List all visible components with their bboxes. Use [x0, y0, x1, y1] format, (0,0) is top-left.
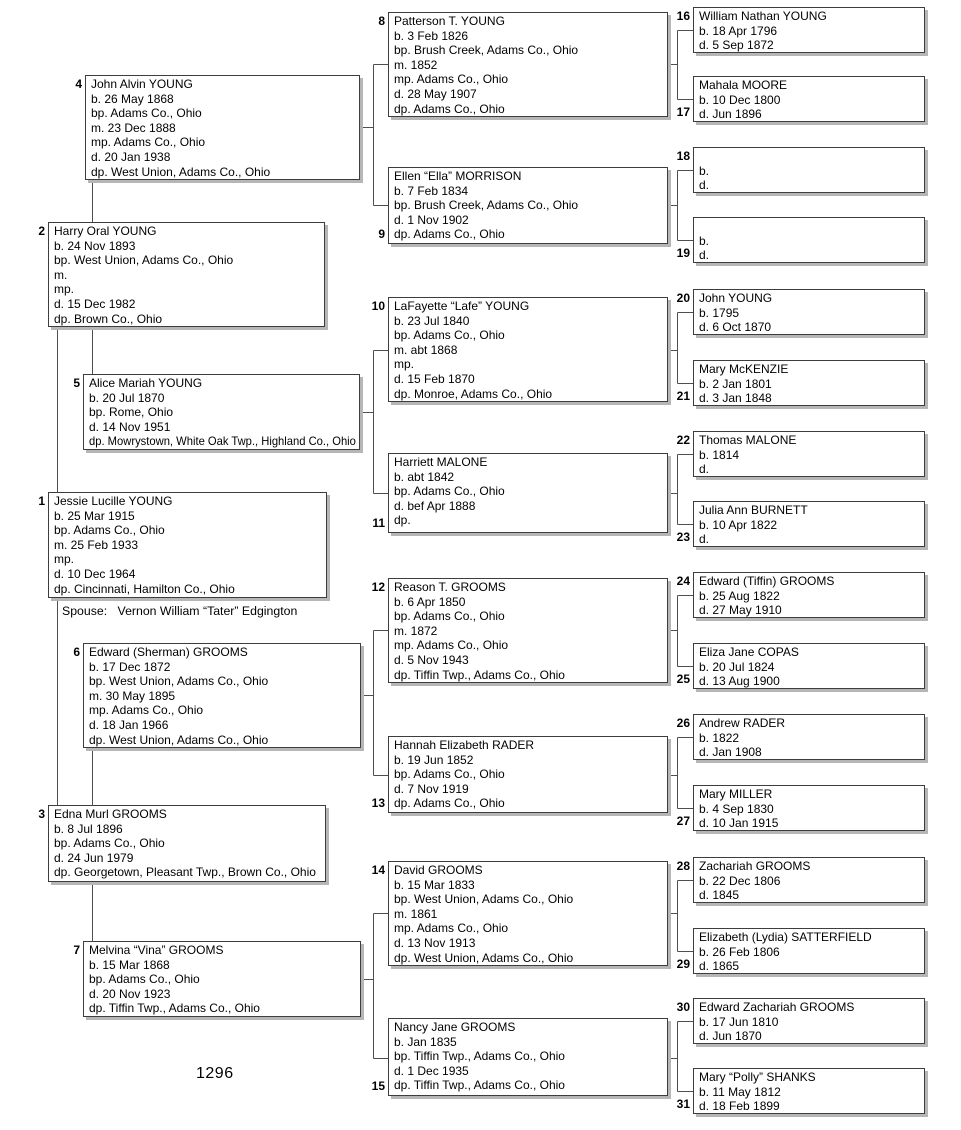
person-name: John Alvin YOUNG — [91, 77, 193, 91]
person-detail-line: dp. West Union, Adams Co., Ohio — [91, 164, 271, 179]
person-detail-line: d. 10 Jan 1915 — [699, 816, 779, 831]
person-number: 2 — [38, 224, 45, 238]
person-detail-line: dp. West Union, Adams Co., Ohio — [394, 950, 574, 965]
person-detail-line: dp. Monroe, Adams Co., Ohio — [394, 386, 553, 401]
person-details — [699, 306, 921, 335]
person-details — [394, 29, 664, 117]
person-detail-line: d. 14 Nov 1951 — [89, 419, 171, 434]
person-number: 11 — [372, 516, 385, 531]
person-name: Zachariah GROOMS — [699, 859, 811, 873]
person-detail-line: d. 28 May 1907 — [394, 86, 477, 101]
person-detail-line: b. 20 Jul 1870 — [89, 390, 165, 405]
person-details — [89, 391, 356, 449]
person-detail-line: b. 20 Jul 1824 — [699, 659, 775, 674]
person-box-2 — [38, 222, 325, 327]
spouse-note — [62, 604, 297, 618]
person-box-1 — [38, 492, 327, 598]
person-details — [91, 92, 356, 180]
person-name: Jessie Lucille YOUNG — [54, 494, 173, 508]
person-box-10 — [371, 297, 668, 402]
person-detail-line: d. — [699, 532, 710, 547]
person-name: John YOUNG — [699, 291, 773, 305]
person-detail-line: b. 4 Sep 1830 — [699, 801, 774, 816]
person-box-6 — [73, 643, 361, 748]
person-details — [699, 731, 921, 760]
person-details — [89, 660, 357, 748]
person-name — [699, 149, 921, 164]
person-detail-line: d. — [699, 462, 710, 477]
person-detail-line: dp. Tiffin Twp., Adams Co., Ohio — [394, 1078, 565, 1093]
person-detail-line: bp. West Union, Adams Co., Ohio — [89, 674, 269, 689]
person-details — [394, 184, 664, 242]
person-name: Reason T. GROOMS — [394, 580, 506, 594]
person-detail-line: b. 26 Feb 1806 — [699, 944, 780, 959]
person-name — [699, 219, 921, 234]
person-detail-line: b. 8 Jul 1896 — [54, 821, 123, 836]
person-detail-line: bp. Adams Co., Ohio — [394, 609, 505, 624]
person-detail-line: mp. Adams Co., Ohio — [394, 72, 509, 87]
person-detail-line: b. 15 Mar 1833 — [394, 877, 475, 892]
person-detail-line: bp. Adams Co., Ohio — [394, 328, 505, 343]
person-number: 25 — [676, 672, 690, 687]
person-detail-line: dp. Tiffin Twp., Adams Co., Ohio — [394, 667, 565, 682]
person-box-25 — [676, 643, 925, 689]
person-detail-line: m. 30 May 1895 — [89, 688, 176, 703]
person-details — [699, 164, 921, 193]
person-detail-line: dp. Mowrystown, White Oak Twp., Highland Co., Ohio — [89, 434, 356, 449]
person-detail-line: mp. — [54, 552, 75, 567]
person-name: Hannah Elizabeth RADER — [394, 738, 535, 752]
person-box-11 — [372, 453, 668, 533]
person-name: David GROOMS — [394, 863, 483, 877]
person-box-21 — [676, 360, 925, 406]
person-details — [699, 234, 921, 263]
person-detail-line: mp. — [394, 357, 415, 372]
person-detail-line: b. 7 Feb 1834 — [394, 183, 469, 198]
person-detail-line: m. 1852 — [394, 57, 438, 72]
person-box-24 — [676, 572, 925, 618]
person-detail-line: d. 3 Jan 1848 — [699, 391, 772, 406]
person-detail-line: b. 10 Dec 1800 — [699, 92, 781, 107]
person-box-7 — [73, 941, 361, 1017]
person-details — [394, 1035, 664, 1093]
person-number: 16 — [676, 9, 690, 23]
person-details — [699, 377, 921, 406]
person-detail-line: mp. — [54, 282, 75, 297]
person-detail-line: d. 1 Nov 1902 — [394, 212, 469, 227]
person-detail-line: m. 23 Dec 1888 — [91, 120, 176, 135]
person-box-16 — [676, 7, 925, 53]
person-detail-line: b. Jan 1835 — [394, 1034, 457, 1049]
person-box-8 — [378, 12, 668, 117]
person-box-22 — [676, 431, 925, 477]
person-detail-line: dp. Adams Co., Ohio — [394, 101, 505, 116]
person-number: 23 — [676, 530, 690, 545]
person-details — [394, 753, 664, 811]
person-details — [54, 822, 322, 880]
person-detail-line: d. Jun 1896 — [699, 107, 762, 122]
person-detail-line: mp. Adams Co., Ohio — [89, 703, 204, 718]
person-detail-line: d. 6 Oct 1870 — [699, 320, 772, 335]
person-detail-line: m. 25 Feb 1933 — [54, 537, 139, 552]
person-number: 21 — [676, 389, 690, 404]
person-box-19 — [676, 217, 925, 263]
person-detail-line: m. — [54, 267, 68, 282]
person-number: 14 — [371, 863, 385, 877]
person-name: Edward (Tiffin) GROOMS — [699, 574, 835, 588]
person-number: 17 — [676, 105, 690, 120]
person-detail-line: d. 13 Aug 1900 — [699, 674, 780, 689]
person-number: 30 — [676, 1000, 690, 1014]
person-name: Andrew RADER — [699, 716, 786, 730]
person-detail-line: bp. Adams Co., Ohio — [54, 523, 165, 538]
person-box-31 — [676, 1068, 925, 1114]
person-detail-line: b. 1795 — [699, 305, 740, 320]
person-number: 4 — [75, 77, 82, 91]
person-detail-line: d. — [699, 178, 710, 193]
person-detail-line: bp. Brush Creek, Adams Co., Ohio — [394, 198, 579, 213]
person-detail-line: d. 13 Nov 1913 — [394, 935, 476, 950]
person-detail-line: b. 2 Jan 1801 — [699, 376, 772, 391]
person-detail-line: bp. Adams Co., Ohio — [394, 767, 505, 782]
person-box-17 — [676, 76, 925, 122]
person-detail-line: m. abt 1868 — [394, 342, 458, 357]
person-name: LaFayette “Lafe” YOUNG — [394, 299, 530, 313]
person-detail-line: dp. Adams Co., Ohio — [394, 227, 505, 242]
person-details — [699, 1015, 921, 1044]
person-name: Thomas MALONE — [699, 433, 797, 447]
person-detail-line: bp. Tiffin Twp., Adams Co., Ohio — [394, 1049, 565, 1064]
person-details — [699, 802, 921, 831]
person-detail-line: b. 6 Apr 1850 — [394, 594, 466, 609]
connector-brackets-gen4 — [361, 65, 389, 1059]
person-detail-line: d. 24 Jun 1979 — [54, 850, 134, 865]
person-details — [394, 470, 664, 528]
person-detail-line: d. Jan 1908 — [699, 745, 762, 760]
person-detail-line: d. 20 Jan 1938 — [91, 149, 171, 164]
person-box-20 — [676, 289, 925, 335]
person-box-5 — [73, 374, 360, 450]
person-detail-line: m. 1861 — [394, 906, 438, 921]
person-box-26 — [676, 714, 925, 760]
person-box-18 — [676, 147, 925, 193]
person-detail-line: b. 1822 — [699, 730, 740, 745]
person-box-3 — [38, 805, 326, 882]
person-detail-line: b. 11 May 1812 — [699, 1084, 781, 1099]
person-detail-line: b. 17 Dec 1872 — [89, 659, 171, 674]
person-details — [394, 595, 664, 683]
person-detail-line: b. — [699, 233, 710, 248]
person-name: Edward Zachariah GROOMS — [699, 1000, 855, 1014]
person-details — [89, 958, 357, 1016]
person-detail-line: mp. Adams Co., Ohio — [394, 638, 509, 653]
person-detail-line: b. 15 Mar 1868 — [89, 957, 170, 972]
person-number: 26 — [676, 716, 690, 730]
person-name: Mary McKENZIE — [699, 362, 789, 376]
person-number: 9 — [378, 227, 385, 242]
person-number: 22 — [676, 433, 690, 447]
person-box-14 — [371, 861, 668, 966]
person-number: 27 — [676, 814, 690, 829]
person-details — [394, 878, 664, 966]
person-name: Edna Murl GROOMS — [54, 807, 167, 821]
person-name: Melvina “Vina” GROOMS — [89, 943, 224, 957]
person-number: 3 — [38, 807, 45, 821]
person-detail-line: bp. West Union, Adams Co., Ohio — [394, 892, 574, 907]
person-detail-line: dp. Brown Co., Ohio — [54, 311, 163, 326]
person-detail-line: b. — [699, 163, 710, 178]
person-detail-line: b. 3 Feb 1826 — [394, 28, 469, 43]
person-detail-line: mp. Adams Co., Ohio — [394, 921, 509, 936]
person-number: 31 — [676, 1097, 690, 1112]
person-box-29 — [676, 928, 925, 974]
person-name: Mahala MOORE — [699, 78, 788, 92]
person-detail-line: mp. Adams Co., Ohio — [91, 135, 206, 150]
person-number: 6 — [73, 645, 80, 659]
person-details — [699, 1085, 921, 1114]
person-detail-line: dp. Tiffin Twp., Adams Co., Ohio — [89, 1001, 260, 1016]
person-detail-line: b. 18 Apr 1796 — [699, 23, 778, 38]
person-box-13 — [371, 736, 668, 813]
person-name: Mary MILLER — [699, 787, 773, 801]
person-detail-line: d. — [699, 248, 710, 263]
person-number: 12 — [371, 580, 385, 594]
person-name: Julia Ann BURNETT — [699, 503, 808, 517]
person-detail-line: bp. Adams Co., Ohio — [89, 972, 200, 987]
person-name: Eliza Jane COPAS — [699, 645, 799, 659]
person-name: Edward (Sherman) GROOMS — [89, 645, 248, 659]
person-detail-line: d. 5 Sep 1872 — [699, 38, 774, 53]
person-details — [54, 509, 323, 597]
person-number: 7 — [73, 943, 80, 957]
person-number: 19 — [676, 246, 690, 261]
person-detail-line: d. 10 Dec 1964 — [54, 566, 136, 581]
person-name: William Nathan YOUNG — [699, 9, 827, 23]
person-detail-line: b. 1814 — [699, 447, 740, 462]
person-details — [699, 518, 921, 547]
person-detail-line: d. Jun 1870 — [699, 1029, 762, 1044]
person-detail-line: b. abt 1842 — [394, 469, 455, 484]
person-box-27 — [676, 785, 925, 831]
person-name: Harriett MALONE — [394, 455, 488, 469]
person-detail-line: d. bef Apr 1888 — [394, 498, 476, 513]
person-name: Mary “Polly” SHANKS — [699, 1070, 816, 1084]
person-details — [394, 314, 664, 402]
person-detail-line: d. 15 Feb 1870 — [394, 371, 475, 386]
page-number: 1296 — [196, 1065, 234, 1082]
person-number: 13 — [371, 796, 385, 811]
person-name: Patterson T. YOUNG — [394, 14, 505, 28]
person-box-4 — [75, 75, 360, 180]
person-box-9 — [378, 167, 668, 244]
person-number: 20 — [676, 291, 690, 305]
person-number: 8 — [378, 14, 385, 28]
person-detail-line: d. 1845 — [699, 888, 740, 903]
person-details — [699, 874, 921, 903]
person-name: Elizabeth (Lydia) SATTERFIELD — [699, 930, 872, 944]
person-detail-line: d. 15 Dec 1982 — [54, 296, 136, 311]
person-name: Ellen “Ella” MORRISON — [394, 169, 522, 183]
person-detail-line: bp. West Union, Adams Co., Ohio — [54, 253, 234, 268]
person-detail-line: d. 18 Feb 1899 — [699, 1099, 780, 1114]
person-detail-line: b. 25 Aug 1822 — [699, 588, 780, 603]
person-detail-line: dp. — [394, 513, 411, 528]
person-detail-line: b. 10 Apr 1822 — [699, 517, 778, 532]
person-detail-line: b. 22 Dec 1806 — [699, 873, 781, 888]
person-detail-line: dp. Georgetown, Pleasant Twp., Brown Co., Ohio — [54, 865, 316, 880]
person-number: 24 — [676, 574, 690, 588]
spouse-label: Spouse: — [62, 604, 108, 618]
person-number: 10 — [371, 299, 385, 313]
person-detail-line: b. 19 Jun 1852 — [394, 752, 474, 767]
person-name: Nancy Jane GROOMS — [394, 1020, 516, 1034]
person-detail-line: b. 24 Nov 1893 — [54, 238, 136, 253]
person-detail-line: d. 18 Jan 1966 — [89, 717, 169, 732]
person-number: 5 — [73, 376, 80, 390]
connector-brackets-gen5 — [669, 31, 694, 1092]
person-details — [699, 93, 921, 122]
person-detail-line: b. 25 Mar 1915 — [54, 508, 135, 523]
person-name: Alice Mariah YOUNG — [89, 376, 203, 390]
person-detail-line: d. 7 Nov 1919 — [394, 781, 469, 796]
person-number: 1 — [38, 494, 45, 508]
person-details — [54, 239, 321, 327]
person-detail-line: m. 1872 — [394, 623, 438, 638]
person-detail-line: d. 5 Nov 1943 — [394, 652, 469, 667]
person-detail-line: bp. Adams Co., Ohio — [394, 484, 505, 499]
person-detail-line: d. 20 Nov 1923 — [89, 986, 171, 1001]
person-number: 29 — [676, 957, 690, 972]
person-number: 28 — [676, 859, 690, 873]
person-box-23 — [676, 501, 925, 547]
person-box-28 — [676, 857, 925, 903]
person-detail-line: bp. Brush Creek, Adams Co., Ohio — [394, 43, 579, 58]
person-detail-line: b. 26 May 1868 — [91, 91, 174, 106]
person-box-30 — [676, 998, 925, 1044]
person-detail-line: bp. Adams Co., Ohio — [54, 836, 165, 851]
person-details — [699, 448, 921, 477]
person-name: Harry Oral YOUNG — [54, 224, 157, 238]
person-number: 15 — [371, 1079, 385, 1094]
person-number: 18 — [676, 149, 690, 163]
spouse-name: Vernon William “Tater” Edgington — [117, 604, 298, 618]
person-detail-line: dp. Cincinnati, Hamilton Co., Ohio — [54, 581, 235, 596]
person-details — [699, 945, 921, 974]
person-details — [699, 589, 921, 618]
person-detail-line: bp. Adams Co., Ohio — [91, 106, 202, 121]
person-detail-line: d. 1 Dec 1935 — [394, 1063, 469, 1078]
person-details — [699, 660, 921, 689]
person-detail-line: b. 17 Jun 1810 — [699, 1014, 779, 1029]
person-box-15 — [371, 1018, 668, 1096]
person-detail-line: bp. Rome, Ohio — [89, 405, 174, 420]
person-box-12 — [371, 578, 668, 683]
person-details — [699, 24, 921, 53]
person-detail-line: dp. West Union, Adams Co., Ohio — [89, 732, 269, 747]
person-detail-line: d. 27 May 1910 — [699, 603, 782, 618]
person-detail-line: dp. Adams Co., Ohio — [394, 796, 505, 811]
person-detail-line: d. 1865 — [699, 959, 740, 974]
person-detail-line: b. 23 Jul 1840 — [394, 313, 470, 328]
